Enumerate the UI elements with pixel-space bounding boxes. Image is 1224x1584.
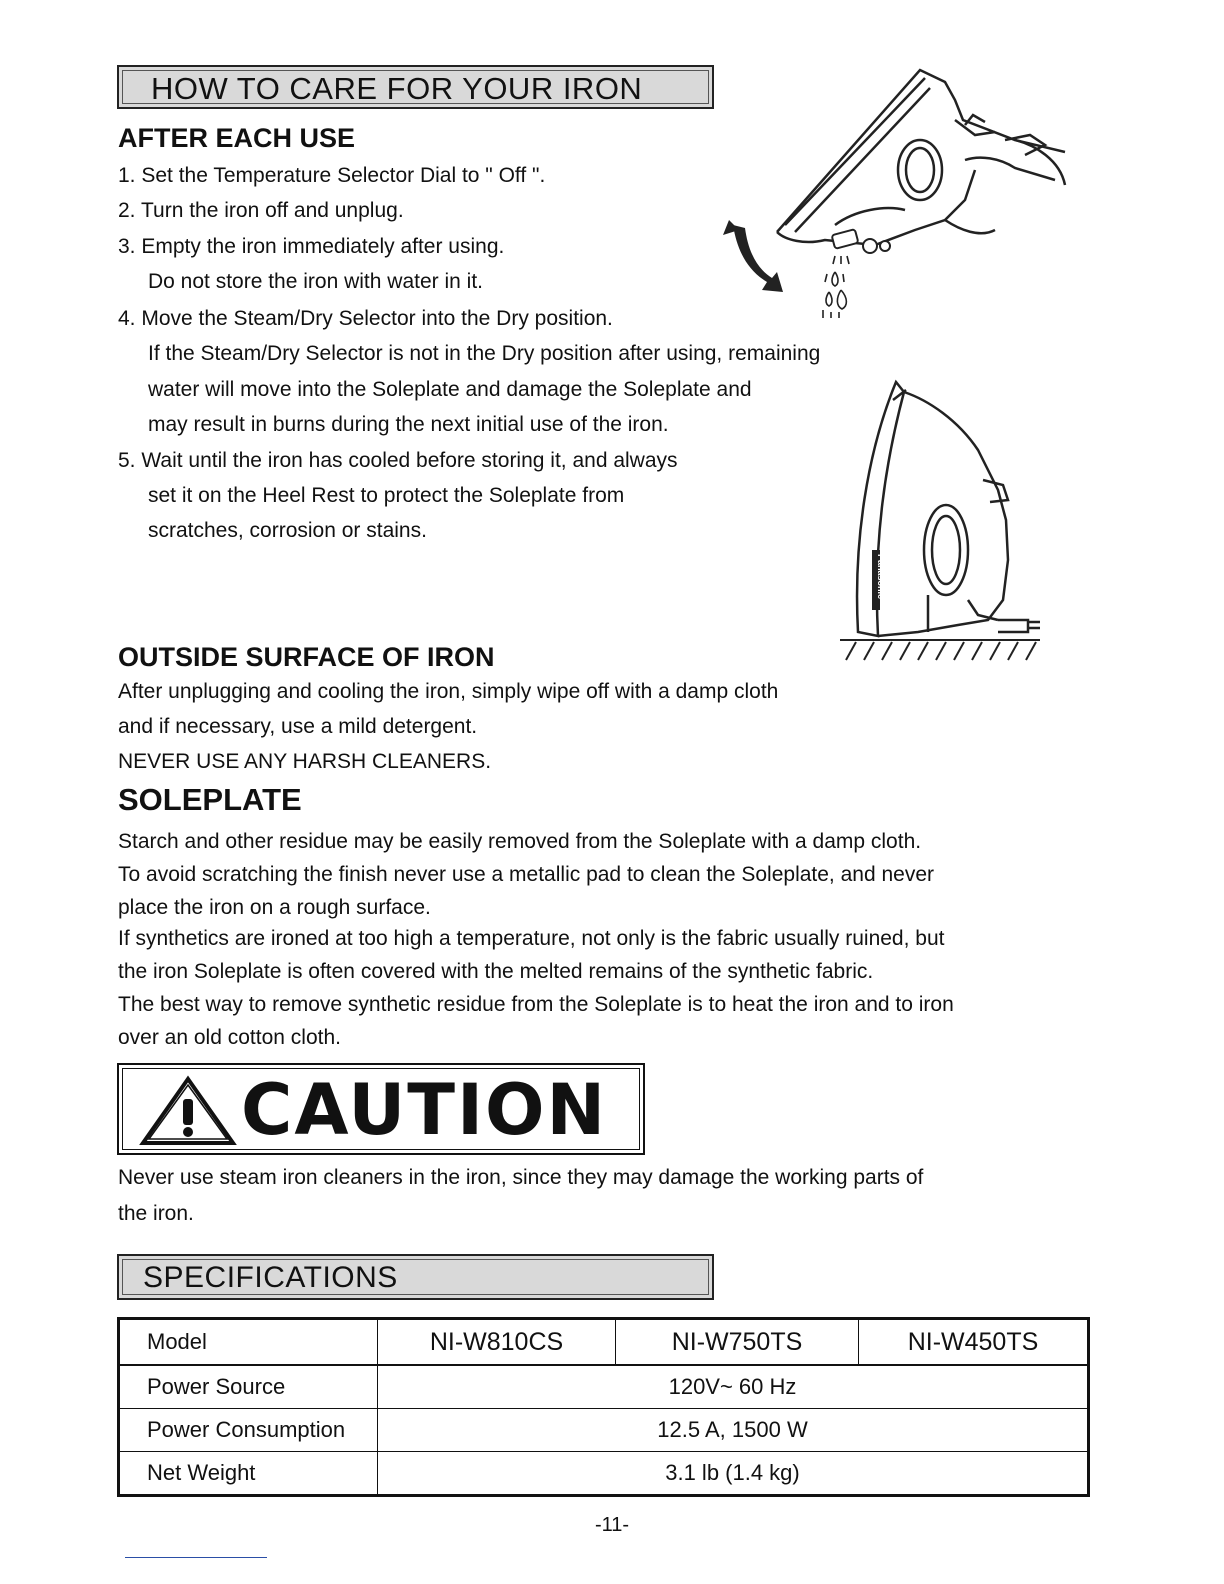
paragraph-line: Never use steam iron cleaners in the iron, since they may damage the working parts of <box>118 1166 924 1189</box>
table-cell: 120V~ 60 Hz <box>378 1365 1089 1409</box>
list-item: 5. Wait until the iron has cooled before storing it, and always <box>118 449 678 472</box>
paragraph-line: If synthetics are ironed at too high a temperature, not only is the fabric usually ruined, but <box>118 927 945 950</box>
banner-title: HOW TO CARE FOR YOUR IRON <box>151 71 643 106</box>
caution-label: CAUTION <box>241 1069 608 1151</box>
table-cell: Power Consumption <box>119 1409 378 1452</box>
emptying-iron-illustration <box>715 60 1075 330</box>
caution-box <box>117 1063 645 1155</box>
list-item: 1. Set the Temperature Selector Dial to " Off ". <box>118 164 546 187</box>
table-row <box>119 1319 1089 1366</box>
table-cell: Model <box>119 1319 378 1366</box>
page-number: -11- <box>594 1514 630 1536</box>
warning-triangle-icon <box>139 1075 237 1147</box>
table-cell: NI-W750TS <box>616 1319 859 1366</box>
table-cell: Power Source <box>119 1365 378 1409</box>
paragraph-line: and if necessary, use a mild detergent. <box>118 715 478 738</box>
divider <box>125 1557 267 1558</box>
list-item: If the Steam/Dry Selector is not in the Dry position after using, remaining <box>148 342 821 365</box>
list-item: scratches, corrosion or stains. <box>148 519 427 542</box>
table-cell: 3.1 lb (1.4 kg) <box>378 1452 1089 1496</box>
specifications-table <box>117 1317 1090 1497</box>
tilt-arrow-icon <box>723 220 783 292</box>
list-item: 4. Move the Steam/Dry Selector into the Dry position. <box>118 307 613 330</box>
table-cell: Net Weight <box>119 1452 378 1496</box>
paragraph-line: After unplugging and cooling the iron, simply wipe off with a damp cloth <box>118 680 779 703</box>
paragraph-line: Starch and other residue may be easily removed from the Soleplate with a damp cloth. <box>118 830 922 853</box>
water-drops-icon <box>823 256 849 318</box>
soleplate-title: SOLEPLATE <box>118 782 302 817</box>
section-banner-care <box>117 65 714 109</box>
list-item: may result in burns during the next initial use of the iron. <box>148 413 669 436</box>
after-each-use-title: AFTER EACH USE <box>118 123 356 153</box>
surface-hatch <box>840 640 1040 660</box>
paragraph-line: over an old cotton cloth. <box>118 1026 341 1049</box>
list-item: water will move into the Soleplate and damage the Soleplate and <box>148 378 752 401</box>
paragraph-line: place the iron on a rough surface. <box>118 896 431 919</box>
table-row <box>119 1365 1089 1409</box>
paragraph-line: NEVER USE ANY HARSH CLEANERS. <box>118 750 492 773</box>
table-cell: NI-W450TS <box>859 1319 1089 1366</box>
list-item: set it on the Heel Rest to protect the Soleplate from <box>148 484 625 507</box>
table-cell: NI-W810CS <box>378 1319 616 1366</box>
list-item: Do not store the iron with water in it. <box>148 270 483 293</box>
iron-heel-rest-illustration <box>838 370 1048 665</box>
paragraph-line: The best way to remove synthetic residue from the Soleplate is to heat the iron and to iron <box>118 993 954 1016</box>
paragraph-line: To avoid scratching the finish never use a metallic pad to clean the Soleplate, and never <box>118 863 934 886</box>
outside-surface-title: OUTSIDE SURFACE OF IRON <box>118 642 495 672</box>
table-cell: 12.5 A, 1500 W <box>378 1409 1089 1452</box>
paragraph-line: the iron Soleplate is often covered with the melted remains of the synthetic fabric. <box>118 960 874 983</box>
brand-label: Panasonic <box>876 554 886 600</box>
paragraph-line: the iron. <box>118 1202 194 1225</box>
table-row <box>119 1409 1089 1452</box>
section-banner-specifications <box>117 1254 714 1300</box>
banner-title: SPECIFICATIONS <box>143 1261 398 1294</box>
list-item: 3. Empty the iron immediately after using. <box>118 235 505 258</box>
table-row <box>119 1452 1089 1496</box>
list-item: 2. Turn the iron off and unplug. <box>118 199 404 222</box>
